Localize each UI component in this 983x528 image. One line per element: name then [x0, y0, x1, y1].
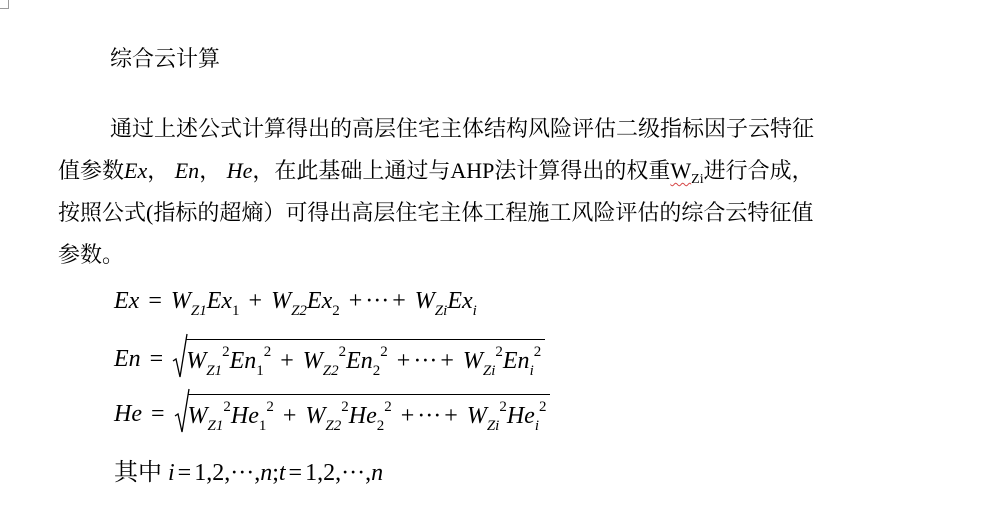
square-exponent: 2 — [499, 399, 507, 415]
equals-sign: = — [177, 460, 192, 486]
paragraph-line-2 — [58, 150, 938, 192]
term-symbol: En — [346, 348, 373, 374]
range-line — [114, 452, 383, 496]
weight-subscript: Z2 — [322, 363, 339, 379]
square-root — [174, 394, 551, 435]
plus-sign: + — [348, 288, 363, 314]
square-exponent: 2 — [380, 344, 388, 360]
term-subscript: 2 — [332, 303, 340, 319]
square-root — [172, 339, 545, 380]
section-heading: 综合云计算 — [110, 46, 221, 71]
index-t: t — [278, 460, 286, 486]
term-symbol: Ex — [447, 288, 473, 314]
weight-subscript: Z1 — [206, 363, 223, 379]
ex-symbol: Ex — [124, 158, 148, 183]
radicand — [188, 394, 551, 435]
weight-subscript: Zi — [691, 172, 704, 187]
plus-sign: + — [440, 348, 454, 374]
term-subscript: 2 — [376, 418, 385, 434]
separator: ， — [199, 158, 227, 183]
formula-lhs: En — [114, 346, 141, 372]
corner-mark — [0, 0, 9, 9]
paragraph-line-1: 通过上述公式计算得出的高层住宅主体结构风险评估二级指标因子云特征 — [110, 116, 815, 141]
he-symbol: He — [226, 158, 253, 183]
weight-letter: W — [187, 403, 208, 429]
paragraph-line-3: 按照公式(指标的超熵）可得出高层住宅主体工程施工风险评估的综合云特征值 — [58, 200, 814, 225]
paragraph — [58, 108, 938, 276]
weight-subscript: Zi — [482, 363, 496, 379]
square-exponent: 2 — [263, 344, 272, 360]
square-exponent: 2 — [341, 399, 349, 415]
radicand — [186, 339, 545, 380]
term-subscript: 2 — [372, 363, 381, 379]
weight-letter: W — [305, 403, 326, 429]
index-i: i — [168, 460, 175, 486]
term-symbol: He — [230, 403, 259, 429]
plus-sign: + — [248, 288, 263, 314]
weight-letter: W — [302, 348, 323, 374]
term-symbol: Ex — [206, 288, 233, 314]
equals-sign: = — [149, 346, 164, 372]
weight-subscript: Zi — [486, 418, 500, 434]
square-exponent: 2 — [538, 399, 547, 415]
text-fragment: 进行合成， — [703, 158, 814, 183]
term-subscript: i — [534, 418, 539, 434]
formula-lhs: Ex — [114, 288, 140, 314]
weight-letter: W — [170, 288, 191, 314]
weight-subscript: Z1 — [207, 418, 224, 434]
formula-he — [114, 394, 550, 438]
text-fragment: 值参数 — [58, 158, 125, 183]
term-symbol: He — [506, 403, 535, 429]
text-fragment: ，在此基础上通过与AHP法计算得出的权重 — [252, 158, 671, 183]
en-symbol: En — [174, 158, 200, 183]
formula-ex — [114, 288, 477, 332]
semicolon: ; — [272, 460, 279, 486]
square-exponent: 2 — [533, 344, 542, 360]
weight-subscript: Z2 — [291, 303, 307, 319]
ellipsis: ··· — [365, 288, 390, 314]
index-sequence: 1,2,···, — [305, 460, 372, 486]
term-subscript: i — [472, 303, 477, 319]
separator: ， — [147, 158, 175, 183]
plus-sign: + — [280, 348, 294, 374]
index-n: n — [371, 460, 384, 486]
range-prefix: 其中 — [114, 460, 162, 486]
paragraph-line-4: 参数。 — [58, 242, 125, 267]
term-subscript: 1 — [258, 418, 267, 434]
square-exponent: 2 — [384, 399, 392, 415]
ellipsis: ··· — [413, 348, 438, 374]
equals-sign: = — [150, 401, 165, 427]
term-subscript: i — [529, 363, 534, 379]
weight-letter: W — [186, 348, 207, 374]
term-symbol: En — [502, 348, 530, 374]
term-symbol: Ex — [306, 288, 333, 314]
radical-sign-icon — [174, 388, 190, 434]
term-symbol: He — [348, 403, 377, 429]
plus-sign: + — [282, 403, 297, 429]
square-exponent: 2 — [338, 344, 347, 360]
weight-letter: W — [670, 158, 692, 183]
square-exponent: 2 — [495, 344, 503, 360]
weight-letter: W — [271, 288, 292, 314]
weight-letter: W — [466, 403, 487, 429]
weight-subscript: Z1 — [190, 303, 207, 319]
plus-sign: + — [444, 403, 458, 429]
plus-sign: + — [396, 348, 411, 374]
weight-letter: W — [462, 348, 483, 374]
formula-lhs: He — [114, 401, 142, 427]
plus-sign: + — [392, 288, 406, 314]
index-n: n — [260, 460, 273, 486]
weight-letter: W — [414, 288, 435, 314]
equals-sign: = — [288, 460, 303, 486]
square-exponent: 2 — [223, 399, 231, 415]
ellipsis: ··· — [417, 403, 442, 429]
weight-subscript: Z2 — [325, 418, 342, 434]
weight-symbol — [670, 158, 704, 187]
weight-subscript: Zi — [434, 303, 448, 319]
term-subscript: 1 — [232, 303, 240, 319]
radical-sign-icon — [172, 333, 188, 379]
equals-sign: = — [148, 288, 162, 314]
term-symbol: En — [229, 348, 257, 374]
index-sequence: 1,2,···, — [194, 460, 261, 486]
plus-sign: + — [400, 403, 415, 429]
term-subscript: 1 — [256, 363, 264, 379]
square-exponent: 2 — [266, 399, 274, 415]
formula-en — [114, 339, 545, 383]
square-exponent: 2 — [222, 344, 230, 360]
